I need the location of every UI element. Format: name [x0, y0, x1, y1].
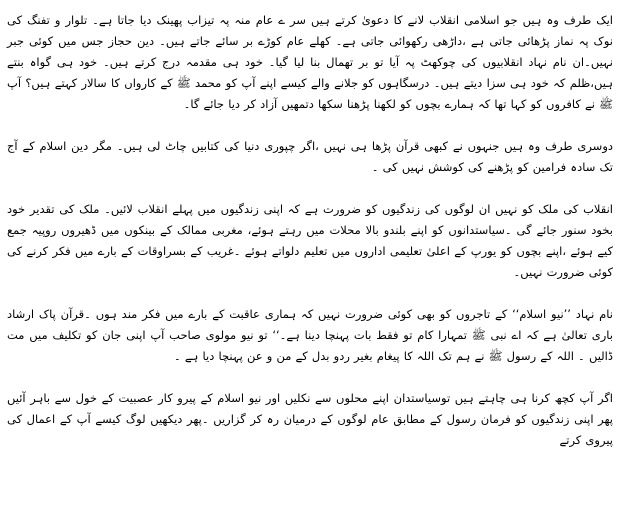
article-paragraph-4: نام نہاد ’’نیو اسلام‘‘ کے تاجروں کو بھی کوئی ضرورت نہیں کہ ہماری عاقبت کے بارے میں فکر مند ہوں ۔قرآن پاک ارشاد باری تعالیٰ ہے کہ اے نبی ﷺ تمہارا کام تو فقط بات پہنچا دینا ہے۔‘‘ تو نیو مولوی صاحب آپ اپنی جان کو تکلیف میں مت ڈالیں ۔ اللہ کے رسول ﷺ نے ہم تک اللہ کا پیغام بغیر ردو بدل کے من و عن پہنچا دیا ہے ۔	[7, 307, 613, 363]
article-paragraph-1: ایک طرف وہ ہیں جو اسلامی انقلاب لانے کا دعویٰ کرتے ہیں سر ے عام منہ پہ تیزاب پھینک دیا جاتا ہے۔ تلوار و تفنگ کی نوک پہ نماز پڑھائی جاتی ہے ،داڑھی رکھوائی جاتی ہے۔ کھلے عام کوڑے بر سائے جاتے ہیں۔ دین حجاز جس میں کوئی جبر نہیں۔ان نام نہاد انقلابیوں کی چوکھٹ پہ آیا تو بر تھمال بنا لیا گیا۔ خود ہی مقدمہ درج کرتے ہیں۔ خود ہی گواہ بنتے ہیں،ظلم کہ خود ہی سزا دیتے ہیں۔ درسگاہوں کو جلانے والے کیسے اپنے آپ کو محمد ﷺ کے کارواں کا سالار کہتے ہیں؟ آپ ﷺ نے کافروں کو کہا تھا کہ ہمارے بچوں کو لکھنا پڑھنا سکھا دتمھیں آزاد کر دیا جائے گا۔	[7, 13, 613, 111]
article-paragraph-2: دوسری طرف وہ ہیں جنہوں نے کبھی قرآن پڑھا ہی نہیں ،اگر چپوری دنیا کی کتابیں چاٹ لی ہیں۔ مگر دین اسلام کے آج تک سادہ فرامین کو پڑھنے کی کوشش نہیں کی ۔	[7, 139, 613, 174]
article-paragraph-3: انقلاب کی ملک کو نہیں ان لوگوں کی زندگیوں کو ضرورت ہے کہ اپنی زندگیوں میں پہلے انقلاب لائیں۔ ملک کی تقدیر خود بخود سنور جائے گی ۔سیاستدانوں کو اپنے بلندو بالا محلات میں رہتے ہوئے، مغربی ممالک کے بینکوں میں ڈھیروں روپیہ جمع کیے ہوئے ،اپنے بچوں کو یورپ کے اعلیٰ تعلیمی اداروں میں تعلیم دلواتے ہوئے ۔غریب کے بسراوقات کے بارے میں فکر کرنے کی کوئی ضرورت نہیں۔	[7, 202, 613, 279]
article-paragraph-5: اگر آپ کچھ کرنا ہی چاہتے ہیں توسیاستدان اپنے محلوں سے نکلیں اور نیو اسلام کے پیرو کار عصبیت کے خول سے باہر آئیں پھر اپنی زندگیوں کو فرمان رسول کے مطابق عام لوگوں کے درمیان رہ کر گزاریں ۔پھر دیکھیں لوگ کیسے آپ کے اعمال کی پیروی کرتے	[7, 391, 613, 447]
